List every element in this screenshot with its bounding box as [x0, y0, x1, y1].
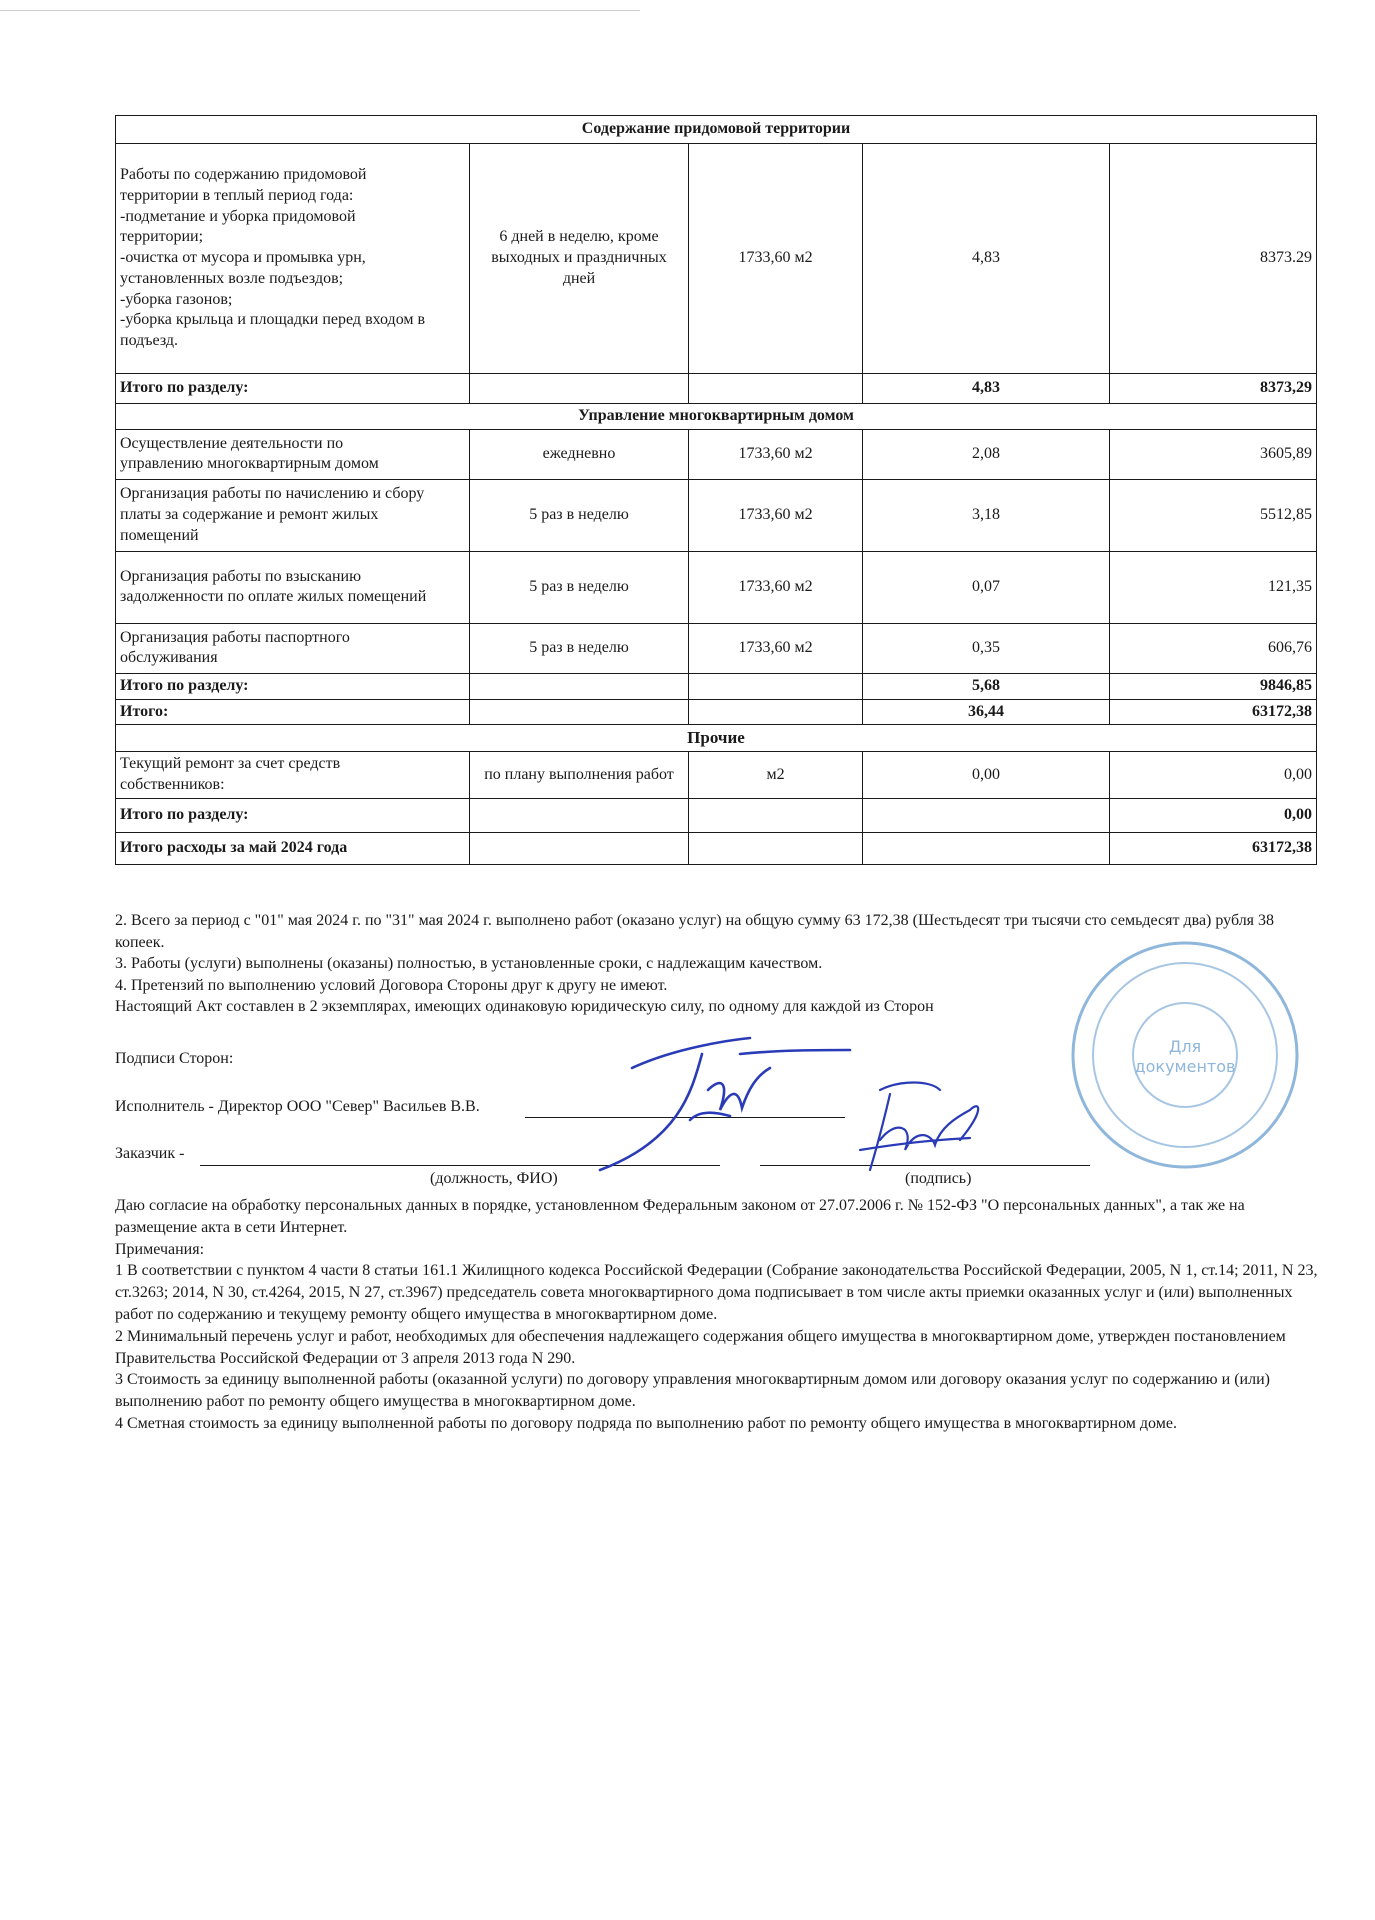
note-2: 2 Минимальный перечень услуг и работ, необходимых для обеспечения надлежащего содержания общего имущества в многоквартирном доме, утвержден постановлением Правительства Российской Федерации от 3 апреля 2013 года N 290. [115, 1327, 1286, 1367]
final-total-sum: 63172,38 [1110, 833, 1317, 865]
customer-signature [820, 1070, 1020, 1180]
customer-label: Заказчик - [115, 1145, 185, 1162]
final-total-label: Итого расходы за май 2024 года [116, 833, 470, 865]
note-1: 1 В соответствии с пунктом 4 части 8 статьи 161.1 Жилищного кодекса Российской Федерации (Собрание законодательства Российской Федерации, 2005, N 1, ст.14; 2011, N 23, ст.3263; 2014, N 30, ст.4264, 2015, N 27, ст.3967) председатель совета многоквартирного дома подписывает в том числе акты приемки оказанных услуг и (или) выполненных работ по содержанию и текущему ремонту общего имущества в многоквартирном доме. [115, 1262, 1318, 1323]
notes-title: Примечания: [115, 1240, 205, 1258]
section-header: Прочие [116, 725, 1317, 752]
section-total-row [116, 374, 1317, 404]
section-header: Управление многоквартирным домом [116, 404, 1317, 430]
note-3: 3 Стоимость за единицу выполненной работы (оказанной услуги) по договору управления многоквартирным домом или договору оказания услуг по содержанию и (или) выполнению работ по ремонту общего имущества в многоквартирном доме. [115, 1371, 1270, 1411]
service-rate: 0,07 [863, 551, 1110, 623]
clause-4: 4. Претензий по выполнению условий Договора Стороны друг к другу не имеют. [115, 976, 668, 994]
section-header: Содержание придомовой территории [116, 116, 1317, 144]
service-area: 1733,60 м2 [689, 551, 863, 623]
final-total-row [116, 833, 1317, 865]
table-row [116, 623, 1317, 673]
total-sum: 0,00 [1110, 799, 1317, 833]
grand-total-sum: 63172,38 [1110, 699, 1317, 725]
position-caption: (должность, ФИО) [430, 1170, 558, 1187]
section-total-row [116, 673, 1317, 699]
table-row [116, 551, 1317, 623]
section-total-row [116, 799, 1317, 833]
service-description: Работы по содержанию придомовой территории в теплый период года: -подметание и уборка придомовой территории; -очистка от мусора и промывка урн, установленных возле подъездов; -уборка газонов; -уборка крыльца и площадки перед входом в подъезд. [116, 144, 470, 374]
service-description: Организация работы по начислению и сбору платы за содержание и ремонт жилых помещений [116, 479, 470, 551]
signatures-title: Подписи Сторон: [115, 1050, 234, 1067]
notes-block [115, 1195, 1325, 1435]
service-rate: 2,08 [863, 429, 1110, 479]
service-rate: 0,00 [863, 752, 1110, 799]
services-table [115, 115, 1317, 865]
service-sum: 5512,85 [1110, 479, 1317, 551]
service-description: Текущий ремонт за счет средств собственников: [116, 752, 470, 799]
consent-text: Даю согласие на обработку персональных данных в порядке, установленном Федеральным законом от 27.07.2006 г. № 152-ФЗ "О персональных данных", а так же на размещение акта в сети Интернет. [115, 1197, 1245, 1236]
total-sum: 8373,29 [1110, 374, 1317, 404]
svg-text:документов: документов [1134, 1057, 1236, 1076]
service-rate: 4,83 [863, 144, 1110, 374]
service-frequency: 5 раз в неделю [470, 479, 689, 551]
clause-2: 2. Всего за период с "01" мая 2024 г. по "31" мая 2024 г. выполнено работ (оказано услуг) на общую сумму 63 172,38 (Шестьдесят три тысячи сто семьдесят два) рубля 38 копеек. [115, 912, 1275, 951]
table-row [116, 429, 1317, 479]
service-description: Осуществление деятельности по управлению многоквартирным домом [116, 429, 470, 479]
total-label: Итого по разделу: [116, 673, 470, 699]
note-4: 4 Сметная стоимость за единицу выполненной работы по договору подряда по выполнению работ по ремонту общего имущества в многоквартирном доме. [115, 1414, 1177, 1432]
section-header-row [116, 116, 1317, 144]
total-label: Итого по разделу: [116, 374, 470, 404]
service-description: Организация работы паспортного обслуживания [116, 623, 470, 673]
service-frequency: 5 раз в неделю [470, 551, 689, 623]
service-area: 1733,60 м2 [689, 479, 863, 551]
service-sum: 121,35 [1110, 551, 1317, 623]
service-frequency: по плану выполнения работ [470, 752, 689, 799]
service-area: 1733,60 м2 [689, 429, 863, 479]
section-header-row [116, 404, 1317, 430]
executor-label: Исполнитель - Директор ООО "Север" Васильев В.В. [115, 1098, 480, 1115]
table-row [116, 479, 1317, 551]
grand-total-rate: 36,44 [863, 699, 1110, 725]
section-header-row [116, 725, 1317, 752]
service-area: 1733,60 м2 [689, 144, 863, 374]
service-frequency: 5 раз в неделю [470, 623, 689, 673]
signature-caption: (подпись) [905, 1170, 972, 1187]
service-sum: 8373.29 [1110, 144, 1317, 374]
clause-copies: Настоящий Акт составлен в 2 экземплярах, имеющих одинаковую юридическую силу, по одному для каждой из Сторон [115, 998, 934, 1015]
service-rate: 0,35 [863, 623, 1110, 673]
total-rate: 5,68 [863, 673, 1110, 699]
grand-total-row [116, 699, 1317, 725]
service-area: м2 [689, 752, 863, 799]
scan-edge-line [0, 10, 640, 11]
grand-total-label: Итого: [116, 699, 470, 725]
company-seal [1060, 930, 1310, 1180]
total-rate: 4,83 [863, 374, 1110, 404]
service-rate: 3,18 [863, 479, 1110, 551]
service-description: Организация работы по взысканию задолженности по оплате жилых помещений [116, 551, 470, 623]
seal-text: Для [1168, 1037, 1202, 1056]
service-frequency: ежедневно [470, 429, 689, 479]
clause-3: 3. Работы (услуги) выполнены (оказаны) полностью, в установленные сроки, с надлежащим качеством. [115, 955, 823, 972]
table-row [116, 144, 1317, 374]
service-area: 1733,60 м2 [689, 623, 863, 673]
table-row [116, 752, 1317, 799]
total-label: Итого по разделу: [116, 799, 470, 833]
service-sum: 606,76 [1110, 623, 1317, 673]
total-sum: 9846,85 [1110, 673, 1317, 699]
service-frequency: 6 дней в неделю, кроме выходных и праздничных дней [470, 144, 689, 374]
service-sum: 0,00 [1110, 752, 1317, 799]
service-sum: 3605,89 [1110, 429, 1317, 479]
